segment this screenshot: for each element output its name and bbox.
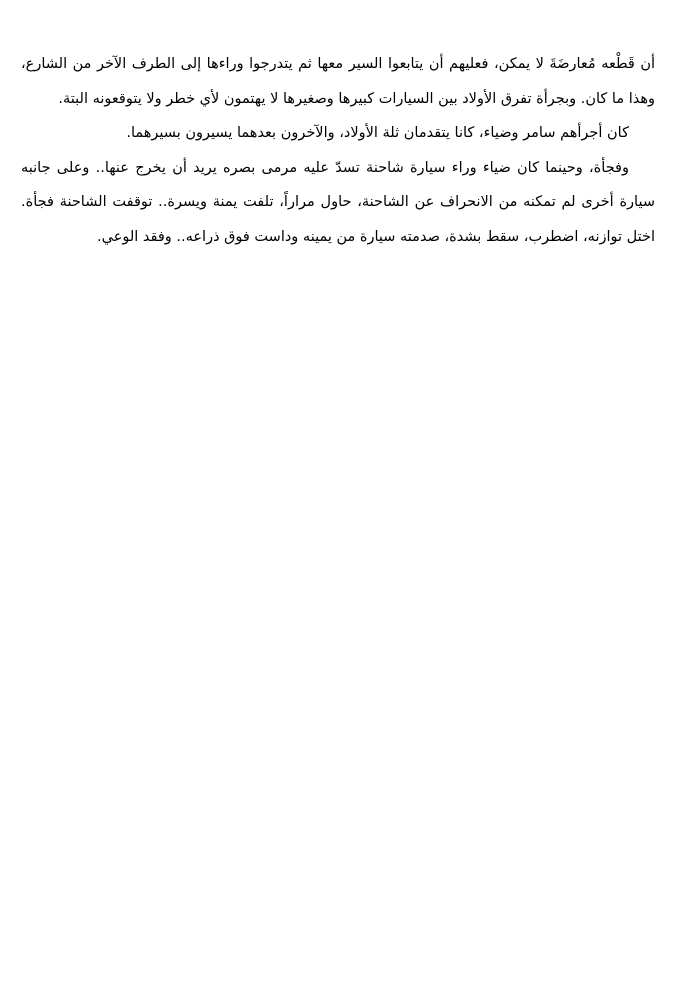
paragraph-1: أن قَطْعه مُعارضَةَ لا يمكن، فعليهم أن يتابعوا السير معها ثم يتدرجوا وراءها إلى الطرف الآخر من الشارع، وهذا ما كان. وبجرأة تفرق الأولاد بين السيارات كبيرها وصغيرها لا يهتمون لأي خطر ولا يتوقعونه البتة.	[21, 56, 655, 107]
paragraph-2: كان أجرأهم سامر وضياء، كانا يتقدمان ثلة الأولاد، والآخرون بعدهما يسيرون بسيرهما.	[126, 125, 629, 141]
paragraph-3: وفجأة، وحينما كان ضياء وراء سيارة شاحنة تسدّ عليه مرمى بصره يريد أن يخرج عنها.. وعلى جانبه سيارة أخرى لم تمكنه من الانحراف عن الشاحنة، حاول مراراً، تلفت يمنة ويسرة.. توقفت الشاحنة فجأة. اختل توازنه، اضطرب، سقط بشدة، صدمته سيارة من يمينه وداست فوق ذراعه.. وفقد الوعي.	[21, 159, 655, 245]
